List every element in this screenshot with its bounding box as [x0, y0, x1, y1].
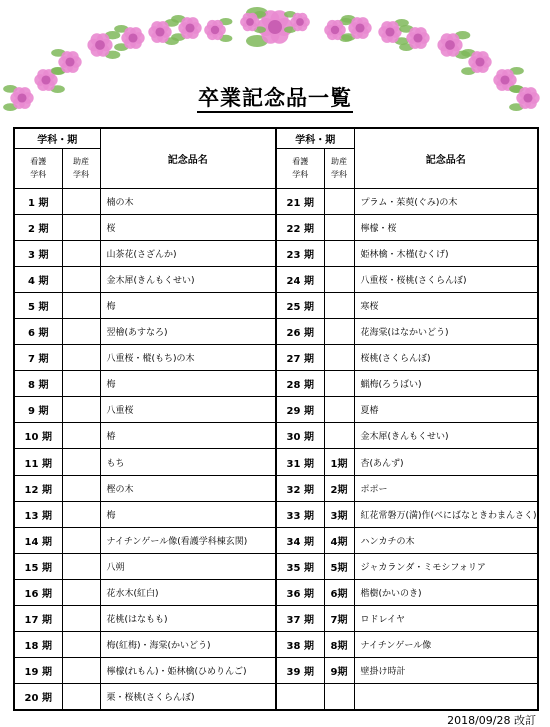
gift-item-cell: 梅(紅梅)・海棠(かいどう): [100, 632, 276, 658]
nursing-term-cell: 16 期: [14, 579, 62, 605]
nursing-term-cell: 11 期: [14, 449, 62, 475]
gift-item-cell: もち: [100, 449, 276, 475]
nursing-dept-header-right: 看護 学科: [276, 148, 324, 188]
midwifery-term-cell: [62, 214, 100, 240]
table-row: [14, 475, 538, 501]
midwifery-term-cell: [62, 240, 100, 266]
nursing-term-cell: 34 期: [276, 527, 324, 553]
midwifery-term-cell: [62, 266, 100, 292]
rose-icon: [51, 49, 82, 75]
midwifery-term-cell: 3期: [324, 501, 354, 527]
gift-item-cell: 楠の木: [100, 188, 276, 214]
dept-term-header-left: 学科・期: [14, 128, 100, 148]
midwifery-term-cell: [62, 319, 100, 345]
table-row: [14, 553, 538, 579]
nursing-term-cell: 26 期: [276, 319, 324, 345]
midwifery-term-cell: [62, 345, 100, 371]
midwifery-term-cell: [62, 397, 100, 423]
nursing-term-cell: 28 期: [276, 371, 324, 397]
nursing-term-cell: 24 期: [276, 266, 324, 292]
gift-item-cell: 八重桜・樅(もち)の木: [100, 345, 276, 371]
midwifery-term-cell: [324, 293, 354, 319]
nursing-term-cell: 13 期: [14, 501, 62, 527]
nursing-term-cell: 9 期: [14, 397, 62, 423]
gift-item-cell: 翌檜(あすなろ): [100, 319, 276, 345]
rose-icon: [171, 15, 202, 41]
midwifery-term-cell: [324, 266, 354, 292]
nursing-term-cell: 19 期: [14, 658, 62, 684]
gift-item-cell: 檸檬(れもん)・姫林檎(ひめりんご): [100, 658, 276, 684]
table-row: [14, 501, 538, 527]
midwifery-term-cell: [324, 684, 354, 710]
table-row: [14, 345, 538, 371]
gift-item-cell: ポポー: [354, 475, 538, 501]
midwifery-term-cell: [324, 371, 354, 397]
gift-item-cell: 檸檬・桜: [354, 214, 538, 240]
table-row: [14, 579, 538, 605]
table-row: [14, 397, 538, 423]
gift-item-cell: [354, 684, 538, 710]
nursing-term-cell: 29 期: [276, 397, 324, 423]
table-row: [14, 658, 538, 684]
nursing-term-cell: 32 期: [276, 475, 324, 501]
gift-item-cell: ナイチンゲール像(看護学科棟玄関): [100, 527, 276, 553]
gift-item-cell: 梅: [100, 371, 276, 397]
rose-icon: [148, 19, 179, 45]
table-row: [14, 240, 538, 266]
nursing-term-cell: 37 期: [276, 605, 324, 631]
header-row-1: [14, 128, 538, 148]
nursing-term-cell: 20 期: [14, 684, 62, 710]
midwifery-term-cell: [62, 527, 100, 553]
midwifery-term-cell: 9期: [324, 658, 354, 684]
nursing-term-cell: 10 期: [14, 423, 62, 449]
dept-term-header-right: 学科・期: [276, 128, 354, 148]
gift-item-cell: プラム・茱萸(ぐみ)の木: [354, 188, 538, 214]
gift-item-cell: 杏(あんず): [354, 449, 538, 475]
nursing-term-cell: 31 期: [276, 449, 324, 475]
midwifery-term-cell: [324, 423, 354, 449]
nursing-dept-header-left: 看護 学科: [14, 148, 62, 188]
gift-item-cell: ナイチンゲール像: [354, 632, 538, 658]
gift-item-cell: 桜: [100, 214, 276, 240]
gift-item-cell: 八朔: [100, 553, 276, 579]
gift-item-cell: 姫林檎・木槿(むくげ): [354, 240, 538, 266]
rose-icon: [204, 18, 232, 42]
midwifery-dept-header-left: 助産 学科: [62, 148, 100, 188]
midwifery-term-cell: [62, 371, 100, 397]
table-row: [14, 527, 538, 553]
gift-item-cell: 山茶花(さざんか): [100, 240, 276, 266]
nursing-term-cell: 35 期: [276, 553, 324, 579]
midwifery-term-cell: [324, 188, 354, 214]
nursing-term-cell: 1 期: [14, 188, 62, 214]
item-name-header-left: 記念品名: [100, 128, 276, 188]
table-row: [14, 449, 538, 475]
gift-item-cell: 紅花常磐万(満)作(べにばなときわまんさく): [354, 501, 538, 527]
gift-item-cell: 梅: [100, 501, 276, 527]
nursing-term-cell: 22 期: [276, 214, 324, 240]
rose-icon: [341, 15, 372, 41]
table-row: [14, 293, 538, 319]
table-row: [14, 371, 538, 397]
gift-item-cell: 梅: [100, 293, 276, 319]
table-row: [14, 423, 538, 449]
gift-item-cell: ジャカランダ・ミモシフォリア: [354, 553, 538, 579]
gift-item-cell: 桜桃(さくらんぼ): [354, 345, 538, 371]
gift-item-cell: 壁掛け時計: [354, 658, 538, 684]
midwifery-term-cell: [62, 475, 100, 501]
midwifery-term-cell: 6期: [324, 579, 354, 605]
midwifery-term-cell: 4期: [324, 527, 354, 553]
table-row: [14, 605, 538, 631]
midwifery-term-cell: 8期: [324, 632, 354, 658]
nursing-term-cell: 3 期: [14, 240, 62, 266]
nursing-term-cell: 25 期: [276, 293, 324, 319]
midwifery-term-cell: 7期: [324, 605, 354, 631]
midwifery-term-cell: [62, 449, 100, 475]
nursing-term-cell: 30 期: [276, 423, 324, 449]
gift-item-cell: 八重桜・桜桃(さくらんぼ): [354, 266, 538, 292]
midwifery-term-cell: [62, 658, 100, 684]
midwifery-term-cell: [62, 188, 100, 214]
midwifery-term-cell: [62, 293, 100, 319]
midwifery-dept-header-right: 助産 学科: [324, 148, 354, 188]
gift-item-cell: 椿: [100, 423, 276, 449]
table-row: [14, 214, 538, 240]
gift-item-cell: 八重桜: [100, 397, 276, 423]
midwifery-term-cell: [324, 240, 354, 266]
midwifery-term-cell: [62, 632, 100, 658]
gift-item-cell: 金木犀(きんもくせい): [354, 423, 538, 449]
gift-item-cell: 花桃(はなもも): [100, 605, 276, 631]
midwifery-term-cell: [324, 214, 354, 240]
midwifery-term-cell: [62, 579, 100, 605]
nursing-term-cell: 4 期: [14, 266, 62, 292]
nursing-term-cell: 23 期: [276, 240, 324, 266]
gift-item-cell: 寒桜: [354, 293, 538, 319]
nursing-term-cell: 15 期: [14, 553, 62, 579]
gift-item-cell: 楷樹(かいのき): [354, 579, 538, 605]
gift-item-cell: 花海棠(はなかいどう): [354, 319, 538, 345]
midwifery-term-cell: [324, 397, 354, 423]
table-row: [14, 632, 538, 658]
nursing-term-cell: 14 期: [14, 527, 62, 553]
midwifery-term-cell: [62, 605, 100, 631]
rose-icon: [461, 49, 492, 75]
rose-icon: [114, 25, 145, 51]
gift-item-cell: 樫の木: [100, 475, 276, 501]
table-row: [14, 188, 538, 214]
nursing-term-cell: 5 期: [14, 293, 62, 319]
nursing-term-cell: [276, 684, 324, 710]
gift-item-cell: ロドレイヤ: [354, 605, 538, 631]
midwifery-term-cell: [324, 345, 354, 371]
commemorative-gifts-table: [13, 127, 539, 711]
midwifery-term-cell: [62, 423, 100, 449]
midwifery-term-cell: [62, 684, 100, 710]
midwifery-term-cell: [62, 553, 100, 579]
midwifery-term-cell: 5期: [324, 553, 354, 579]
gift-item-cell: 金木犀(きんもくせい): [100, 266, 276, 292]
midwifery-term-cell: 1期: [324, 449, 354, 475]
table-row: [14, 684, 538, 710]
gift-item-cell: 栗・桜桃(さくらんぼ): [100, 684, 276, 710]
nursing-term-cell: 38 期: [276, 632, 324, 658]
nursing-term-cell: 2 期: [14, 214, 62, 240]
midwifery-term-cell: [324, 319, 354, 345]
table-row: [14, 319, 538, 345]
midwifery-term-cell: 2期: [324, 475, 354, 501]
gift-item-cell: 蝋梅(ろうばい): [354, 371, 538, 397]
revision-date: 2018/09/28 改訂: [447, 714, 536, 727]
gift-item-cell: ハンカチの木: [354, 527, 538, 553]
nursing-term-cell: 21 期: [276, 188, 324, 214]
nursing-term-cell: 7 期: [14, 345, 62, 371]
nursing-term-cell: 27 期: [276, 345, 324, 371]
nursing-term-cell: 8 期: [14, 371, 62, 397]
nursing-term-cell: 17 期: [14, 605, 62, 631]
item-name-header-right: 記念品名: [354, 128, 538, 188]
nursing-term-cell: 33 期: [276, 501, 324, 527]
gift-item-cell: 花水木(紅白): [100, 579, 276, 605]
gift-item-cell: 夏椿: [354, 397, 538, 423]
nursing-term-cell: 6 期: [14, 319, 62, 345]
midwifery-term-cell: [62, 501, 100, 527]
nursing-term-cell: 18 期: [14, 632, 62, 658]
page-title: 卒業記念品一覧: [0, 85, 550, 113]
table-row: [14, 266, 538, 292]
nursing-term-cell: 39 期: [276, 658, 324, 684]
nursing-term-cell: 12 期: [14, 475, 62, 501]
nursing-term-cell: 36 期: [276, 579, 324, 605]
